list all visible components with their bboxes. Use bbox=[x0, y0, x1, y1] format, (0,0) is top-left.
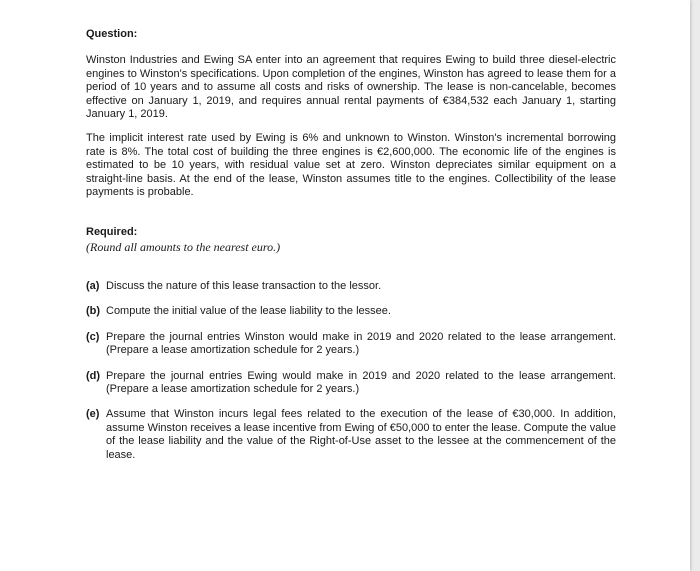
item-label: (c) bbox=[86, 330, 100, 343]
rounding-note: (Round all amounts to the nearest euro.) bbox=[86, 239, 281, 254]
required-item-d bbox=[86, 370, 616, 397]
question-paragraph-1: Winston Industries and Ewing SA enter into an agreement that requires Ewing to build three diesel-electric engines to Winston's specifications. Upon completion of the engines, Winston has agreed to lease them for a period of 10 years and to assume all costs and risks of ownership. The lease is non-cancelable, becomes effective on January 1, 2019, and requires annual rental payments of €384,532 each January 1, starting January 1, 2019. bbox=[86, 54, 616, 121]
item-text: Assume that Winston incurs legal fees related to the execution of the lease of €30,000. In addition, assume Winston receives a lease incentive from Ewing of €50,000 to enter the lease. Compute the value of the lease liability and the value of the Right-of-Use asset to the lessee at the commencement of the lease. bbox=[106, 408, 616, 461]
question-paragraph-2: The implicit interest rate used by Ewing is 6% and unknown to Winston. Winston's incremental borrowing rate is 8%. The total cost of building the three engines is €2,600,000. The economic life of the engines is estimated to be 10 years, with residual value set at zero. Winston depreciates similar equipment on a straight-line basis. At the end of the lease, Winston assumes title to the engines. Collectibility of the lease payments is probable. bbox=[86, 132, 616, 199]
required-item-e bbox=[86, 408, 616, 462]
required-items-list bbox=[86, 280, 616, 462]
question-heading: Question: bbox=[86, 28, 138, 40]
document-content bbox=[86, 28, 616, 474]
item-label: (a) bbox=[86, 279, 100, 292]
item-text: Prepare the journal entries Winston would make in 2019 and 2020 related to the lease arrangement. (Prepare a lease amortization schedule for 2 years.) bbox=[106, 330, 616, 357]
item-text: Compute the initial value of the lease liability to the lessee. bbox=[106, 305, 391, 318]
item-label: (b) bbox=[86, 305, 101, 318]
item-text: Prepare the journal entries Ewing would make in 2019 and 2020 related to the lease arrangement. (Prepare a lease amortization schedule for 2 years.) bbox=[106, 369, 616, 395]
required-item-c bbox=[86, 331, 616, 358]
required-item-a bbox=[86, 280, 616, 293]
required-item-b bbox=[86, 305, 616, 318]
required-heading: Required: bbox=[86, 226, 138, 239]
item-label: (e) bbox=[86, 408, 100, 421]
item-label: (d) bbox=[86, 369, 101, 382]
item-text: Discuss the nature of this lease transaction to the lessor. bbox=[106, 279, 382, 292]
